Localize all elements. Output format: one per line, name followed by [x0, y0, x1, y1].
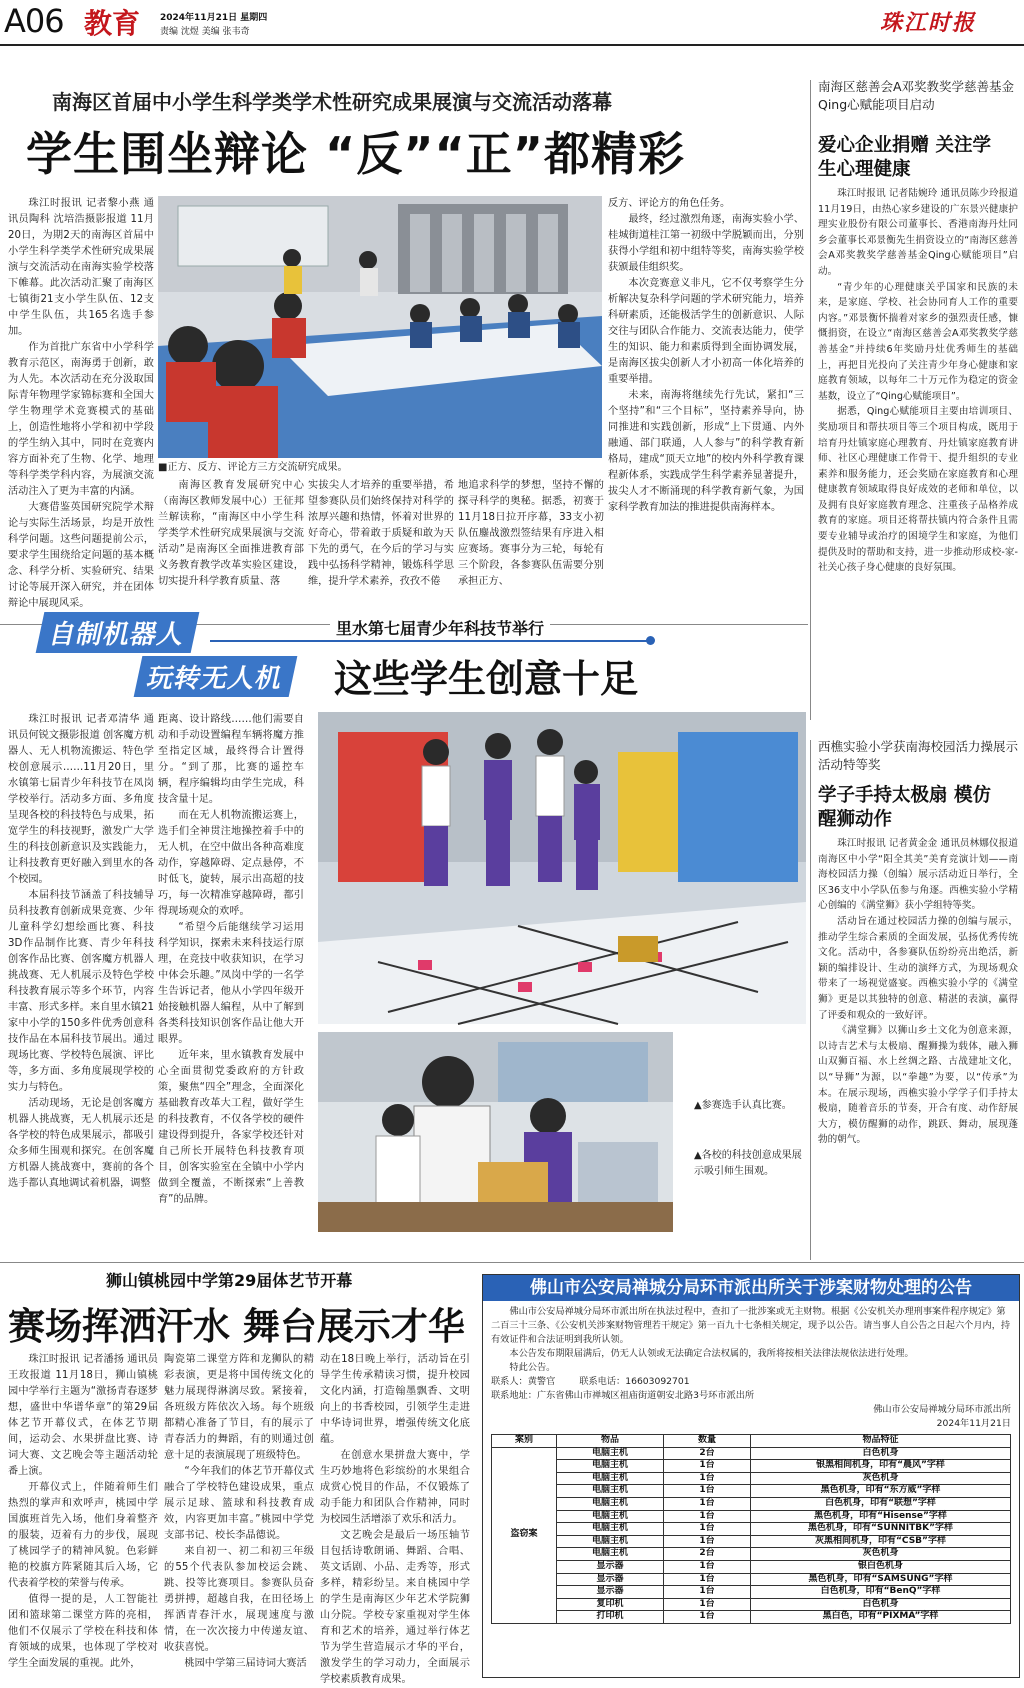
table-cell-feature: 黑白色，印有“PIXMA”字样 — [751, 1611, 1011, 1624]
notice-contact-phone: 联系电话：16603092701 — [579, 1376, 690, 1387]
table-cell-qty: 2台 — [664, 1447, 751, 1460]
story3-kicker: 狮山镇桃园中学第29届体艺节开幕 — [106, 1271, 353, 1290]
story3-headline: 赛场挥洒汗水 舞台展示才华 — [8, 1305, 465, 1348]
table-cell-qty: 1台 — [664, 1560, 751, 1573]
story3-column-2 — [164, 1352, 314, 1678]
table-row — [492, 1548, 1011, 1561]
masthead — [0, 0, 1024, 46]
taiji-paragraph: 珠江时报讯 记者黄金金 通讯员林娜仪报道 南海区中小学“阳全其美”美育竞演计划——南海校园活力操（创编）展示活动近日举行，全区36支中小学队伍参与角逐。西樵实验小学精心创编的《满堂狮》获小学组特等奖。 — [818, 838, 1018, 912]
table-row — [492, 1447, 1011, 1460]
editors-line: 责编 沈煜 美编 张韦奇 — [160, 27, 250, 37]
table-cell-item: 电脑主机 — [557, 1523, 664, 1536]
story3-paragraph: 开幕仪式上，伴随着师生们热烈的掌声和欢呼声，桃园中学国旗班首先入场，他们身着整齐的服装，迈着有力的步伐，展现了桃园学子的精神风貌。色彩鲜艳的校旗方阵紧随其后入场，它代表着学校的荣誉与传承。 — [8, 1482, 158, 1589]
story3-column-3 — [320, 1352, 470, 1685]
table-cell-feature: 黑色机身，印有“SAMSUNG”字样 — [751, 1573, 1011, 1586]
table-cell-feature: 白色机身，印有“BenQ”字样 — [751, 1586, 1011, 1599]
table-cell-item: 电脑主机 — [557, 1535, 664, 1548]
table-cell-feature: 黑色机身，印有“Hisense”字样 — [751, 1510, 1011, 1523]
story2-kicker: 里水第七届青少年科技节举行 — [330, 616, 550, 639]
table-row — [492, 1485, 1011, 1498]
charity-body — [818, 186, 1018, 716]
table-header-cell: 案别 — [492, 1435, 557, 1448]
table-row — [492, 1523, 1011, 1536]
story3-paragraph: 来自初一、初二和初三年级的55个代表队参加校运会跳、跳、投等比赛项目。参赛队员奋勇拼搏，超越自我，在田径场上挥洒青春汗水，展现速度与激情，在一次次接力中传递友谊、收获喜悦。 — [164, 1546, 314, 1653]
notice-paragraph: 特此公告。 — [509, 1362, 556, 1373]
table-cell-feature: 灰黑相间机身，印有“CSB”字样 — [751, 1535, 1011, 1548]
story2-paragraph: 距离、设计路线……他们需要自动和手动设置编程车辆将魔方推至指定区域，最终得合计置得分。“到了那，比赛的遥控车辆，程序编辑均由学生完成，科技含量十足。 — [158, 714, 304, 805]
story1-paragraph: 最终，经过激烈角逐，南海实验小学、桂城街道桂江第一初级中学脱颖而出，分别获得小学组和初中组特等奖，南海实验学校获颁最佳组织奖。 — [608, 214, 804, 273]
story3-paragraph: “今年我们的体艺节开幕仪式融合了学校特色建设成果，重点展示足球、篮球和科技教育成效，内容更加丰富。”桃园中学党支部书记、校长李晶德说。 — [164, 1466, 314, 1541]
story1-column-5 — [608, 196, 804, 618]
story1-paragraph: 地追求科学的梦想，坚持不懈的探寻科学的奥秘。据悉，初赛于11月18日拉开序幕，33支小初队伍鏖战激烈签结果有序进入相应赛场。赛事分为三轮，每轮有三个阶段，各参赛队伍需要分别承担正方、 — [458, 480, 604, 587]
table-cell-item: 打印机 — [557, 1611, 664, 1624]
taiji-body — [818, 836, 1018, 1260]
table-row — [492, 1611, 1011, 1624]
story1-column-2 — [158, 478, 304, 618]
notice-paragraph: 本公告发布期限届满后，仍无人认领或无法确定合法权属的，我所将按相关法律法规依法进行处理。 — [509, 1348, 914, 1359]
notice-contact-address: 联系地址：广东省佛山市禅城区祖庙街道朝安北路3号环市派出所 — [491, 1390, 755, 1401]
robot-competition-photo — [318, 712, 806, 1024]
story2-paragraph: 本届科技节涵盖了科技辅导员科技教育创新成果竞赛、少年儿童科学幻想绘画比赛、科技3D作品制作比赛、青少年科技创客作品比赛、创客魔方机器人挑战赛、无人机展示及特色学校科技教育展示等多个环节，内容丰富、形式多样。来自里水镇21家中小学的150多件优秀创意科技作品在本届科技节展出。通过现场比赛、学校特色展演、评比等，多方面、多角度展现学校的实力与特色。 — [8, 890, 154, 1093]
table-cell-feature: 灰色机身 — [751, 1472, 1011, 1485]
story3-paragraph: 桃园中学第三届诗词大赛活 — [184, 1658, 307, 1669]
story2-photo-caption-2: ▲各校的科技创意成果展示吸引师生围观。 — [694, 1150, 802, 1177]
story2-column-1 — [8, 712, 154, 1189]
table-cell-qty: 1台 — [664, 1611, 751, 1624]
table-cell-item: 显示器 — [557, 1560, 664, 1573]
table-row — [492, 1472, 1011, 1485]
table-cell-item: 电脑主机 — [557, 1460, 664, 1473]
notice-title: 佛山市公安局禅城分局环市派出所关于涉案财物处理的公告 — [483, 1275, 1019, 1301]
story2-tag-drone: 玩转无人机 — [134, 656, 298, 697]
table-cell-qty: 1台 — [664, 1485, 751, 1498]
table-cell-feature: 白色机身 — [751, 1598, 1011, 1611]
table-header-cell: 物品 — [557, 1435, 664, 1448]
story1-paragraph: 南海区教育发展研究中心（南海区教师发展中心）王征邦兰解读称，“南海区中小学生科学类学术性研究成果展演与交流活动”是南海区全面推进教育部义务教育教学改革实验区建设，切实提升科学教育质量、落 — [158, 480, 304, 587]
table-row — [492, 1460, 1011, 1473]
charity-paragraph: 据悉，Qing心赋能项目主要由培训项目、奖励项目和帮扶项目等三个项目构成，既用于培育丹灶镇家庭心理教育、丹灶镇家庭教育讲师、社区心理健康工作骨干、提升组织的专业素养和服务能力，还会奖励在家庭教育和心理健康教育领域取得良好成效的老师和单位，以及拥有良好家庭教育理念、注重孩子品格养成教育的家庭。项目还将帮扶镇内符合条件且需要专业辅导或治疗的困境学生和家庭，为他们提供及时的帮助和支持，进一步推动形成校-家-社关心孩子身心健康的良好氛围。 — [818, 406, 1018, 574]
page-number: A06 — [4, 2, 64, 40]
taiji-kicker: 西樵实验小学获南海校园活力操展示活动特等奖 — [818, 739, 1019, 772]
story2-paragraph: 近年来，里水镇教育发展中心全面贯彻党委政府的方针政策，聚焦“四全”理念，全面深化基础教育改革大工程，做好学生的科技教育，不仅各学校的硬件建设得到提升，各家学校还针对自己所长开展特色科技教育项目，创客实验室在全镇中小学内做到全覆盖，不断探索“上善教育”的品牌。 — [158, 1050, 304, 1205]
story1-headline: 学生围坐辩论 “反”“正”都精彩 — [26, 127, 685, 181]
section-name: 教育 — [84, 7, 141, 40]
case-type-cell: 盗窃案 — [492, 1447, 557, 1623]
story1-paragraph: 反方、评论方的角色任务。 — [608, 198, 731, 209]
table-cell-item: 电脑主机 — [557, 1510, 664, 1523]
table-cell-feature: 黑色机身，印有“东方威”字样 — [751, 1485, 1011, 1498]
table-cell-qty: 1台 — [664, 1497, 751, 1510]
headline-line — [210, 640, 650, 642]
table-cell-feature: 银黑相间机身，印有“晨风”字样 — [751, 1460, 1011, 1473]
table-cell-qty: 2台 — [664, 1548, 751, 1561]
table-row — [492, 1560, 1011, 1573]
headline-dot — [646, 636, 655, 645]
story3-paragraph: 动在18日晚上举行，活动旨在引导学生传承精读习惯，提升校园文化内涵，打造翰墨飘香、文明向上的书香校园，引领学生走进中华诗词世界，增强传统文化底蕴。 — [320, 1354, 470, 1445]
science-exhibit-photo — [318, 1032, 673, 1232]
story3-paragraph: 文艺晚会是最后一场压轴节目包括诗歌朗诵、舞蹈、合唱、英文话剧、小品、走秀等，形式多样，精彩纷呈。来自桃园中学的学生是南海区少年艺术学院狮山分院。学校专家重视对学生体育和艺术的培养，通过举行体艺节为学生营造展示才华的平台，激发学生的学习动力，全面展示学校素质教育成果。 — [320, 1530, 470, 1685]
table-row — [492, 1535, 1011, 1548]
story2-paragraph: “希望今后能继续学习运用科学知识，探索未来科技运行原理，在竞技中收获知识，在学习中体会乐趣。”凤岗中学的一名学生告诉记者，他从小学四年级开始接触机器人编程，从中了解到各类科技知识创客作品让他大开眼界。 — [158, 922, 304, 1045]
story2-paragraph: 活动现场，无论是创客魔方机器人挑战赛，无人机展示还是各学校的特色成果展示，都吸引众多师生围观和探究。在创客魔方机器人挑战赛中，赛前的各个选手都认真地调试着机器，调整 — [8, 1098, 154, 1189]
story2-tag-robot: 自制机器人 — [36, 612, 200, 653]
table-cell-item: 电脑主机 — [557, 1472, 664, 1485]
story1-column-1 — [8, 196, 154, 618]
table-cell-qty: 1台 — [664, 1510, 751, 1523]
table-header-cell: 数量 — [664, 1435, 751, 1448]
table-cell-qty: 1台 — [664, 1535, 751, 1548]
column-divider — [810, 740, 811, 1260]
debate-classroom-photo — [158, 196, 602, 458]
issue-date: 2024年11月21日 星期四 — [160, 13, 268, 23]
robot-competition-illustration — [318, 712, 806, 1024]
story1-column-4 — [458, 478, 604, 618]
charity-kicker: 南海区慈善会A邓奖教奖学慈善基金Qing心赋能项目启动 — [818, 79, 1015, 112]
table-cell-item: 电脑主机 — [557, 1485, 664, 1498]
story3-paragraph: 值得一提的是，人工智能社团和篮球第二课堂方阵的亮相，他们不仅展示了学校在科技和体育领域的成果，也体现了学校对学生全面发展的重视。此外， — [8, 1594, 158, 1669]
table-cell-qty: 1台 — [664, 1523, 751, 1536]
taiji-paragraph: 活动旨在通过校园活力操的创编与展示，推动学生综合素质的全面发展，弘扬优秀传统文化。活动中，各参赛队伍纷纷亮出绝活，新颖的编排设计、生动的演绎方式，为现场观众带来了一场视觉盛宴。西樵实验小学的《满堂狮》更是以其独特的创意、精湛的表演，赢得了评委和观众的一致好评。 — [818, 915, 1018, 1021]
story2-photo-caption-1: ▲参赛选手认真比赛。 — [694, 1100, 792, 1111]
section-divider — [0, 1262, 1024, 1263]
table-cell-feature: 白色机身 — [751, 1447, 1011, 1460]
table-row — [492, 1573, 1011, 1586]
table-cell-feature: 黑色机身，印有“SUNNITBK”字样 — [751, 1523, 1011, 1536]
story1-paragraph: 本次竞赛意义非凡，它不仅考察学生分析解决复杂科学问题的学术研究能力，培养科研素质，还能极活学生的创新意识、人际交往与团队合作能力、交流表达能力，使学生的知识、能力和素质得到全面协调发展，是南海区拔尖创新人才小初高一体化培养的重要举措。 — [608, 278, 804, 385]
table-cell-item: 显示器 — [557, 1586, 664, 1599]
table-row — [492, 1586, 1011, 1599]
seized-items-table — [491, 1434, 1011, 1624]
story2-headline: 这些学生创意十足 — [334, 657, 639, 701]
charity-paragraph: 珠江时报讯 记者陆婉玲 通讯员陈少玲报道 11月19日，由热心家乡建设的广东景兴健康护理实业股份有限公司董事长、香港南海丹灶同乡会董事长邓景衡先生捐资设立的“南海区慈善会A邓奖教奖学慈善基金Qing心赋能项目”启动。 — [818, 188, 1018, 277]
table-cell-qty: 1台 — [664, 1472, 751, 1485]
table-row — [492, 1598, 1011, 1611]
story1-photo-caption: ■正方、反方、评论方三方交流研究成果。 — [158, 462, 348, 473]
story1-column-3 — [308, 478, 454, 618]
story1-paragraph: 珠江时报讯 记者黎小燕 通讯员陶科 沈培浩摄影报道 11月20日，为期2天的南海区首届中小学生科学类学术性研究成果展演与交流活动在南海实验学校落下帷幕。此次活动汇聚了南海区七镇街21支小学生队伍、12支中学生队伍，共165名选手参加。 — [8, 198, 154, 337]
table-row — [492, 1510, 1011, 1523]
table-cell-qty: 1台 — [664, 1598, 751, 1611]
table-header-cell: 物品特征 — [751, 1435, 1011, 1448]
table-cell-feature: 银白色机身 — [751, 1560, 1011, 1573]
masthead-rule — [0, 44, 1024, 46]
notice-signature-date: 2024年11月21日 — [936, 1418, 1011, 1429]
story2-paragraph: 珠江时报讯 记者邓清华 通讯员何锐文摄影报道 创客魔方机器人、无人机物流搬运、特色学校创意展示……11月20日，里水镇第七届青少年科技节在凤岗学校举行。活动多方面、多角度呈现各校的科技特色与成果，拓宽学生的科技视野，激发广大学生的科技创新意识及实践能力，让科技教育更好融入到里水的各个校园。 — [8, 714, 154, 885]
notice-contact-person: 联系人：黄警官 — [491, 1376, 556, 1387]
story3-column-1 — [8, 1352, 158, 1678]
story1-paragraph: 作为首批广东省中小学科学教育示范区，南海勇于创新，敢为人先。本次活动在充分汲取国际青年物理学家锦标赛和全国大学生物理学术竞赛模式的基础上，创造性地将小学和初中学段的学生纳入其中，同时在竞赛内容方面补充了生物、化学、地理等科学类学科内容，为展演交流活动注入了更为丰富的内涵。 — [8, 342, 154, 497]
table-cell-qty: 1台 — [664, 1460, 751, 1473]
table-cell-item: 电脑主机 — [557, 1497, 664, 1510]
taiji-headline: 学子手持太极扇 模仿醒狮动作 — [818, 785, 991, 830]
story2-paragraph: 而在无人机物流搬运赛上，选手们全神贯注地操控着手中的无人机，在空中做出各种高难度动作，穿越障碍、定点悬停，不时低飞，旋转，展示出高超的技巧，每一次精准穿越障碍，都引得现场观众的欢呼。 — [158, 810, 304, 917]
police-notice — [482, 1274, 1020, 1678]
table-cell-qty: 1台 — [664, 1586, 751, 1599]
notice-paragraph: 佛山市公安局禅城分局环市派出所在执法过程中，查扣了一批涉案或无主财物。根据《公安机关办理刑事案件程序规定》第二百三十三条、《公安机关涉案财物管理若干规定》第一百九十七条相关规定，现予以公告。请当事人自公告之日起六个月内，持有效证件和合法证明到我所认领。 — [491, 1306, 1011, 1345]
charity-headline: 爱心企业捐赠 关注学生心理健康 — [818, 135, 991, 180]
table-cell-item: 显示器 — [557, 1573, 664, 1586]
story1-paragraph: 实拔尖人才培养的重要举措，希望参赛队员们始终保持对科学的浓厚兴趣和热情，怀着对世界的好奇心，带着敢于质疑和敢为天下先的勇气，在今后的学习与实践中弘扬科学精神，锻炼科学思维，提升学术素养，孜孜不倦 — [308, 480, 454, 587]
seized-items-body — [492, 1447, 1011, 1623]
paper-logo: 珠江时报 — [880, 10, 977, 36]
table-cell-qty: 1台 — [664, 1573, 751, 1586]
table-cell-item: 复印机 — [557, 1598, 664, 1611]
debate-classroom-illustration — [158, 196, 602, 458]
table-cell-feature: 白色机身，印有“联想”字样 — [751, 1497, 1011, 1510]
table-cell-feature: 灰色机身 — [751, 1548, 1011, 1561]
column-divider — [810, 80, 811, 720]
notice-signature-org: 佛山市公安局禅城分局环市派出所 — [873, 1404, 1011, 1415]
story3-paragraph: 在创意水果拼盘大赛中，学生巧妙地将色彩缤纷的水果组合成赏心悦目的作品，不仅锻炼了动手能力和团队合作精神，同时为校园生活增添了欢乐和活力。 — [320, 1450, 470, 1525]
table-header-row — [492, 1435, 1011, 1448]
taiji-paragraph: 《满堂狮》以狮山乡土文化为创意来源，以诗吉艺术与太极扇、醒狮操为载体，融入狮山双狮百福、水上丝绸之路、古战建址文化，以“导狮”为源，以“拳趣”为要，以“传承”为本。在展示现场，西樵实验小学学子们手持太极扇，随着音乐的节奏，开合有度、动作舒展大方，模仿醒狮的动作，跳跃、舞动，展现蓬勃的朝气。 — [818, 1025, 1018, 1146]
table-row — [492, 1497, 1011, 1510]
story1-paragraph: 大赛借鉴英国研究院学术辩论与实际生活场景，均是开放性科学问题。这些问题提前公示，要求学生围绕给定问题的基本概念、科学分析、实验研究、结果讨论等展开深入研究，并在团体辩论中展现风采。 — [8, 502, 154, 609]
science-exhibit-illustration — [318, 1032, 673, 1232]
story1-paragraph: 未来，南海将继续先行先试，紧扣“三个坚持”和“三个目标”，坚持素养导向，协同推进和实践创新，形成“上下贯通、内外融通、部门联通，人人参与”的科学教育新格局，建成“顶天立地”的校内外科学教育课程新体系，实践成学生科学素养显著提升，拔尖人才不断涌现的科学教育新气象，为国家科学教育加法的推进提供南海样本。 — [608, 390, 804, 513]
story2-column-2 — [158, 712, 304, 1205]
charity-paragraph: “青少年的心理健康关乎国家和民族的未来，是家庭、学校、社会协同育人工作的重要内容。”邓景衡怀揣着对家乡的强烈责任感，慷慨捐资，在设立“南海区慈善会A邓奖教奖学慈善基金”并持续6年奖励丹灶优秀师生的基础上，再把目光投向了关注青少年身心健康和家庭教育领域，以每年二十万元作为稳定的资金基数，设立了“Qing心赋能项目”。 — [818, 281, 1018, 402]
story1-kicker: 南海区首届中小学生科学类学术性研究成果展演与交流活动落幕 — [52, 90, 612, 114]
table-cell-item: 电脑主机 — [557, 1447, 664, 1460]
story3-paragraph: 陶瓷第二课堂方阵和龙狮队的精彩表演，更是将中国传统文化的魅力展现得淋漓尽致。紧接着，各班级方阵依次入场。每个班级都精心准备了节目，有的展示了青春活力的舞蹈，有的则通过创意十足的表演展现了班级特色。 — [164, 1354, 314, 1461]
table-cell-item: 电脑主机 — [557, 1548, 664, 1561]
story3-paragraph: 珠江时报讯 记者潘扬 通讯员王玫报道 11月18日，狮山镇桃园中学举行主题为“激扬青春逐梦想，盛世中华谱华章”的第29届体艺节开幕仪式，在体艺节期间，运动会、水果拼盘比赛、诗词大赛、文艺晚会等主题活动轮番上演。 — [8, 1354, 158, 1477]
